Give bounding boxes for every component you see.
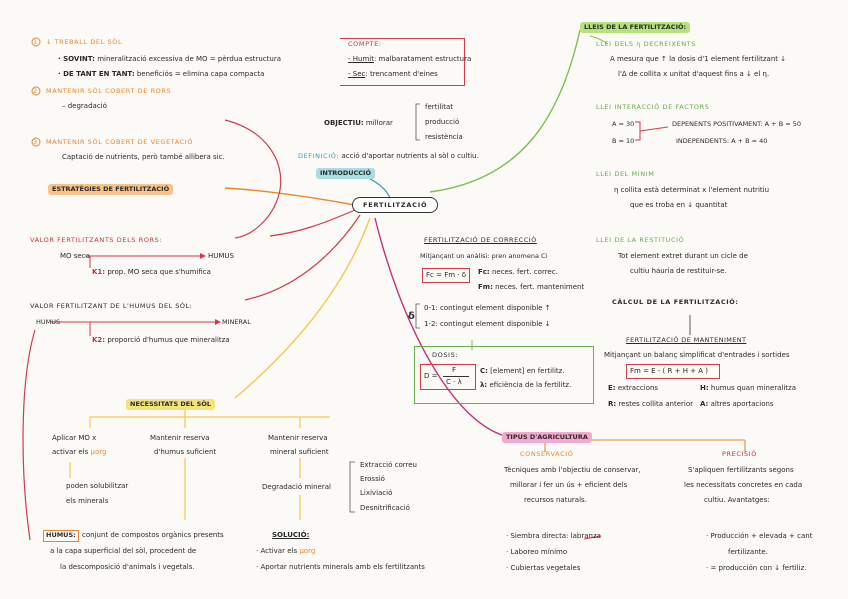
- necessitats-col1-l2: activar els µorg: [52, 448, 107, 456]
- strategy-number-3: 3: [33, 138, 38, 146]
- valor-rors-from: MO seca: [60, 252, 90, 260]
- conservacio-text-3: recursos naturals.: [524, 496, 587, 504]
- intro-title: INTRODUCCIÓ: [316, 168, 375, 179]
- solucio-2: · Aportar nutrients minerals amb els fertilitzants: [256, 563, 425, 571]
- valor-humus-k2: K2: proporció d'humus que mineralitza: [92, 336, 230, 344]
- objectiu-item-1: fertilitat: [425, 103, 454, 111]
- tipus-title: TIPUS D'AGRICULTURA: [502, 432, 592, 443]
- precisio-item-2: fertilizante.: [728, 548, 768, 556]
- dosis-title: DOSIS:: [432, 351, 459, 359]
- strategy-number-2: 2: [33, 87, 38, 95]
- conservacio-item-3: · Cubiertas vegetales: [506, 564, 581, 572]
- llei-1-title: LLEI DELS η DECREIXENTS: [596, 40, 696, 48]
- manteniment-title: FERTILITZACIÓ DE MANTENIMENT: [626, 336, 747, 344]
- humus-def-1: conjunt de compostos orgànics presents: [82, 531, 224, 539]
- valor-humus-title: VALOR FERTILITZANT DE L'HUMUS DEL SÒL:: [30, 302, 193, 310]
- strategy-1-title: ↓ TREBALL DEL SÒL: [46, 38, 123, 46]
- precisio-text-1: S'apliquen fertilitzants segons: [688, 466, 794, 474]
- dosis-fraction-bar: [443, 376, 469, 377]
- strategy-number-1: 1: [33, 38, 38, 46]
- precisio-text-3: cultiu. Avantatges:: [704, 496, 770, 504]
- solucio-title: SOLUCIÓ:: [272, 531, 310, 539]
- llei-2-ind: INDEPENDENTS: A + B = 40: [676, 137, 768, 145]
- dosis-num: F: [452, 366, 457, 374]
- degradacio-label: Degradació mineral: [262, 483, 331, 491]
- correccio-title: FERTILITZACIÓ DE CORRECCIÓ: [424, 236, 537, 244]
- valor-rors-title: VALOR FERTILITZANTS DELS RORS:: [30, 236, 163, 244]
- e-def: E: extraccions: [608, 384, 659, 392]
- strategy-1-line2: · DE TANT EN TANT: beneficiós = elimina capa compacta: [58, 70, 265, 78]
- objectiu: OBJECTIU: millorar: [324, 119, 393, 127]
- necessitats-col2-l2: d'humus suficient: [154, 448, 217, 456]
- manteniment-text: Mitjançant un balanç simplificat d'entrades i sortides: [604, 351, 790, 359]
- conservacio-title: CONSERVACIÓ: [520, 450, 574, 458]
- calcul-title: CÀLCUL DE LA FERTILITZACIÓ:: [612, 298, 739, 306]
- compte-line-2: - Sec: trencament d'eines: [348, 70, 438, 78]
- necessitats-col1-sub2: els minerals: [66, 497, 109, 505]
- lleis-title: LLEIS DE LA FERTILITZACIÓ:: [580, 22, 690, 33]
- line-center-humus: [245, 215, 360, 300]
- llei-3-text-1: η collita està determinat x l'element nutritiu: [614, 186, 770, 194]
- precisio-item-1: · Producción + elevada + cant: [706, 532, 813, 540]
- objectiu-item-2: producció: [425, 118, 460, 126]
- llei-2-a: A = 30: [612, 120, 635, 128]
- necessitats-title: NECESSITATS DEL SÒL: [126, 399, 215, 410]
- h-def: H: humus quan mineralitza: [700, 384, 797, 392]
- compte-line-1: - Humit: malbaratament estructura: [348, 55, 472, 63]
- degradacio-item-1: Extracció correu: [360, 461, 417, 469]
- dosis-den: C · λ: [446, 378, 462, 386]
- llei-3-title: LLEI DEL MÍNIM: [596, 170, 655, 178]
- llei-4-title: LLEI DE LA RESTITUCIÓ: [596, 236, 685, 244]
- necessitats-col3-l1: Mantenir reserva: [268, 434, 328, 442]
- objectiu-item-3: resistència: [425, 133, 463, 141]
- llei-4-text-2: cultiu hauria de restituir-se.: [630, 267, 727, 275]
- line-center-valor: [270, 210, 355, 236]
- necessitats-col1-l1: Aplicar MO x: [52, 434, 97, 442]
- llei-4-text-1: Tot element extret durant un cicle de: [618, 252, 748, 260]
- fm-def: Fm: neces. fert. manteniment: [478, 283, 585, 291]
- a-def: A: altres aportacions: [700, 400, 774, 408]
- degradacio-item-2: Erossió: [360, 475, 385, 483]
- dosis-c: C: [element] en fertilitz.: [480, 367, 565, 375]
- valor-humus-from: HUMUS: [36, 318, 61, 326]
- valor-humus-to: MINERAL: [222, 318, 251, 326]
- line-red-rors: [225, 120, 281, 238]
- line-humus-loop: [23, 330, 35, 540]
- strategy-3-title: MANTENIR SÒL COBERT DE VEGETACIÓ: [46, 138, 194, 146]
- humus-def-2: a la capa superficial del sòl, procedent de: [50, 547, 197, 555]
- llei-3-text-2: que es troba en ↓ quantitat: [630, 201, 728, 209]
- center-node: FERTILITZACIÓ: [352, 197, 438, 213]
- humus-def-3: la descomposició d'animals i vegetals.: [60, 563, 195, 571]
- necessitats-col3-l2: mineral suficient: [270, 448, 329, 456]
- line-center-necessitats: [235, 218, 370, 398]
- degradacio-item-3: Lixiviació: [360, 489, 393, 497]
- fc-formula: Fc = Fm · δ: [426, 271, 466, 279]
- valor-rors-k1: K1: prop. MO seca que s'humifica: [92, 268, 211, 276]
- necessitats-col2-l1: Mantenir reserva: [150, 434, 210, 442]
- line-center-strategies: [225, 188, 355, 205]
- solucio-1: · Activar els µorg: [256, 547, 316, 555]
- fc-def: Fc: neces. fert. correc.: [478, 268, 558, 276]
- conservacio-item-2: · Laboreo mínimo: [506, 548, 568, 556]
- delta-1: 0-1: contingut element disponible ↑: [424, 304, 551, 312]
- strategy-2-title: MANTENIR SÒL COBERT DE RORS: [46, 87, 172, 95]
- degradacio-item-4: Desnitrificació: [360, 504, 410, 512]
- llei-2-title: LLEI INTERACCIÓ DE FACTORS: [596, 103, 710, 111]
- definicio: DEFINICIÓ: acció d'aportar nutrients al sòl o cultiu.: [298, 152, 479, 160]
- conservacio-item-1: · Siembra directa: labranza: [506, 532, 601, 540]
- strategies-title: ESTRATÈGIES DE FERTILITZACIÓ: [48, 184, 173, 195]
- r-def: R: restes collita anterior: [608, 400, 694, 408]
- dosis-d: D =: [424, 372, 438, 380]
- correccio-text: Mitjançant un anàlisi: pren anomena Ci: [420, 252, 548, 260]
- llei-1-text-1: A mesura que ↑ la dosis d'1 element fertilitzant ↓: [610, 55, 787, 63]
- necessitats-col1-sub1: poden solubilitzar: [66, 482, 129, 490]
- compte-title: COMPTE:: [348, 40, 382, 48]
- strategy-3-text: Captació de nutrients, però també allibera sic.: [62, 153, 225, 161]
- dosis-l: λ: eficiència de la fertilitz.: [480, 381, 572, 389]
- delta-symbol: δ: [408, 311, 415, 322]
- llei-1-text-2: l'Δ de collita x unitat d'aquest fins a ↓ el η.: [618, 70, 770, 78]
- line-center-intro: [365, 176, 390, 198]
- conservacio-text-1: Tècniques amb l'objectiu de conservar,: [504, 466, 641, 474]
- precisio-item-3: · = producción con ↓ fertiliz.: [706, 564, 807, 572]
- delta-2: 1-2: contingut element disponible ↓: [424, 320, 551, 328]
- strategy-2-text: – degradació: [62, 102, 107, 110]
- humus-label: HUMUS:: [46, 531, 76, 539]
- fm-formula: Fm = E - ( R + H + A ): [630, 367, 709, 375]
- precisio-text-2: les necessitats concretes en cada: [684, 481, 803, 489]
- conservacio-text-2: millorar i fer un ús + eficient dels: [510, 481, 628, 489]
- llei-2-pos: DEPENENTS POSITIVAMENT: A + B = 50: [672, 120, 802, 128]
- llei-2-b: B = 10: [612, 137, 635, 145]
- valor-rors-to: HUMUS: [208, 252, 234, 260]
- precisio-title: PRECISIÓ: [722, 450, 757, 458]
- strategy-1-line1: · SOVINT: mineralització excessiva de MO = pèrdua estructura: [58, 55, 281, 63]
